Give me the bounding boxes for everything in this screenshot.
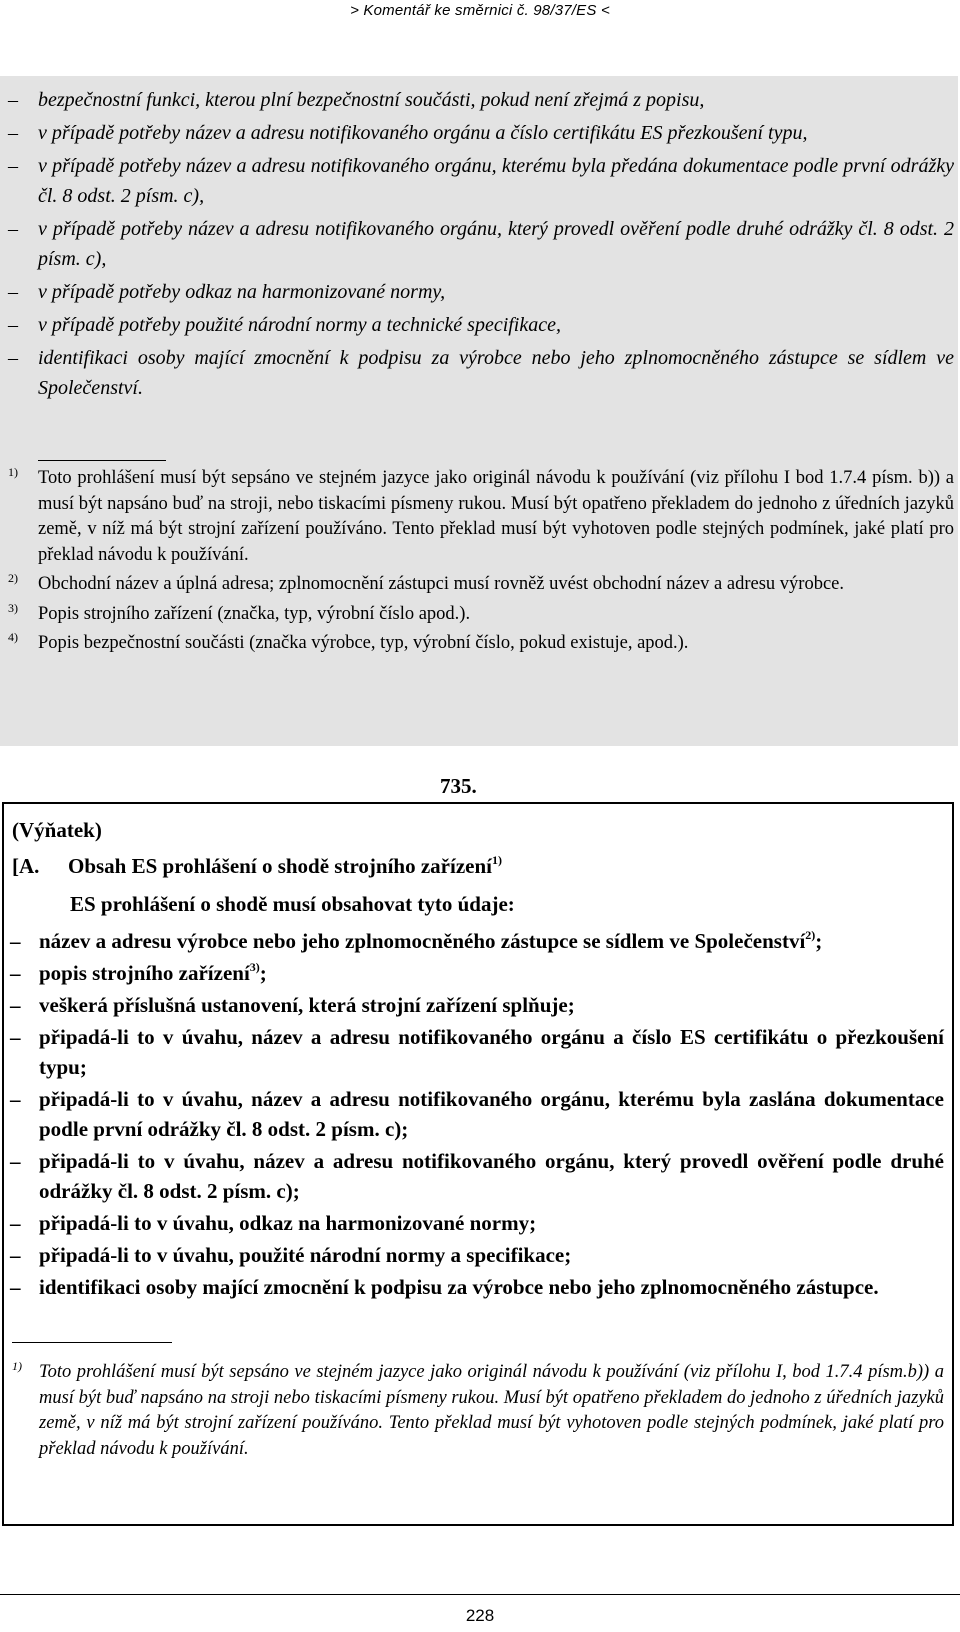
list-item-text: v případě potřeby odkaz na harmonizované normy, — [38, 281, 446, 303]
list-item — [4, 1022, 952, 1082]
footnote-ref: 1) — [491, 853, 502, 867]
dash-marker: – — [10, 1243, 21, 1267]
footnote-text: Obchodní název a úplná adresa; zplnomocnění zástupci musí rovněž uvést obchodní název a adresu výrobce. — [38, 574, 845, 594]
declaration-contents-list — [4, 926, 952, 1304]
dash-marker: – — [10, 1275, 21, 1299]
list-item — [4, 990, 952, 1020]
list-item-text: připadá-li to v úvahu, název a adresu notifikovaného orgánu, který provedl ověření podle druhé odrážky čl. 8 odst. 2 písm. c); — [39, 1149, 944, 1203]
section-title: Obsah ES prohlášení o shodě strojního zařízení — [68, 854, 492, 878]
dash-marker: – — [8, 281, 18, 303]
excerpt-box — [2, 802, 954, 1526]
footnote-ref: 3) — [249, 960, 260, 974]
list-item — [4, 1272, 952, 1302]
dash-marker: – — [8, 89, 18, 111]
footnote-number: 1) — [12, 1359, 22, 1373]
list-item-text: identifikaci osoby mající zmocnění k podpisu za výrobce nebo jeho zplnomocněného zástupce. — [39, 1275, 879, 1299]
dash-marker: – — [8, 155, 18, 177]
dash-marker: – — [10, 1149, 21, 1173]
footnote-number: 4) — [8, 630, 18, 644]
list-item-text: v případě potřeby název a adresu notifikovaného orgánu, kterému byla předána dokumentace podle první odrážky čl. 8 odst. 2 písm. c), — [38, 155, 954, 207]
list-item — [0, 310, 958, 340]
dash-marker: – — [10, 1087, 21, 1111]
list-item — [4, 1084, 952, 1144]
footnote-ref: 2) — [805, 928, 816, 942]
dash-marker: – — [10, 1025, 21, 1049]
list-item-text: připadá-li to v úvahu, název a adresu notifikovaného orgánu a číslo ES certifikátu o přezkoušení typu; — [39, 1025, 944, 1079]
page-footer-rule — [0, 1594, 960, 1595]
list-item-text: popis strojního zařízení$^{3)}$; — [39, 960, 267, 985]
footnote-text: Popis strojního zařízení (značka, typ, výrobní číslo apod.). — [38, 603, 471, 624]
list-item — [4, 1208, 952, 1238]
excerpt-label: (Výňatek) — [12, 818, 102, 842]
footnote — [4, 1360, 952, 1462]
list-item — [4, 926, 952, 956]
list-item-text: v případě potřeby název a adresu notifikovaného orgánu, který provedl ověření podle druhé odrážky čl. 8 odst. 2 písm. c), — [38, 218, 954, 270]
dash-marker: – — [10, 961, 21, 985]
footnote-number: 1) — [8, 465, 18, 479]
list-item — [4, 1240, 952, 1270]
list-item-text: připadá-li to v úvahu, odkaz na harmonizované normy; — [39, 1211, 537, 1235]
footnote-separator — [38, 460, 166, 461]
list-item-text: bezpečnostní funkci, kterou plní bezpečnostní součásti, pokud není zřejmá z popisu, — [38, 89, 705, 111]
list-item-text: připadá-li to v úvahu, název a adresu notifikovaného orgánu, kterému byla zaslána dokumentace podle první odrážky čl. 8 odst. 2 písm. c); — [39, 1087, 944, 1141]
dash-marker: – — [8, 122, 18, 144]
footnote-text: Toto prohlášení musí být sepsáno ve stejném jazyce jako originál návodu k používání (viz přílohu I bod 1.7.4 písm. b)) a musí být napsáno buď na stroji, nebo tiskacími písmeny rukou. Musí být opatřeno překladem do jednoho z úředních jazyků země, v níž má být strojní zařízení používáno. Tento překlad musí být vyhotoven podle stejných podmínek, jaké platí pro překlad návodu k používání. — [38, 468, 954, 565]
footnote — [0, 572, 958, 598]
dash-marker: – — [8, 347, 18, 369]
dash-marker: – — [10, 929, 21, 953]
list-item-text: veškerá příslušná ustanovení, která strojní zařízení splňuje; — [39, 993, 575, 1017]
list-item-text: v případě potřeby název a adresu notifikovaného orgánu a číslo certifikátu ES přezkoušení typu, — [38, 122, 808, 144]
footnote-number: 2) — [8, 571, 18, 585]
section-label: [A. — [12, 854, 40, 878]
requirements-list — [0, 85, 958, 406]
list-item — [0, 151, 958, 211]
section-number: 735. — [440, 774, 477, 798]
dash-marker: – — [8, 218, 18, 240]
list-item — [0, 85, 958, 115]
list-item-text: název a adresu výrobce nebo jeho zplnomocněného zástupce se sídlem ve Společenství$^{2)}$; — [39, 928, 823, 953]
footnote-text: Popis bezpečnostní součásti (značka výrobce, typ, výrobní číslo, pokud existuje, apod.). — [38, 633, 689, 653]
footnote — [0, 466, 958, 568]
list-item — [4, 1146, 952, 1206]
list-item — [0, 277, 958, 307]
section-heading — [12, 854, 502, 879]
list-item — [0, 343, 958, 403]
footnote-number: 3) — [8, 600, 18, 615]
footnote — [0, 602, 958, 628]
list-item-text: identifikaci osoby mající zmocnění k podpisu za výrobce nebo jeho zplnomocněného zástupce se sídlem ve Společenství. — [38, 347, 954, 399]
section-subtitle: ES prohlášení o shodě musí obsahovat tyto údaje: — [70, 892, 515, 916]
footnote-text: Toto prohlášení musí být sepsáno ve stejném jazyce jako originál návodu k používání (viz přílohu I, bod 1.7.4 písm.b)) a musí být buď napsáno na stroji nebo tiskacími písmeny rukou. Musí být opatřeno překladem do jednoho z úředních jazyků země, v níž má být strojní zařízení používáno. Tento překlad musí být vyhotoven podle stejných podmínek, jaké platí pro překlad návodu k používání. — [39, 1362, 944, 1459]
dash-marker: – — [8, 314, 18, 336]
footnotes — [0, 466, 958, 661]
footnote-separator — [12, 1342, 172, 1343]
dash-marker: – — [10, 1211, 21, 1235]
list-item-text: v případě potřeby použité národní normy a technické specifikace, — [38, 314, 561, 336]
list-item — [0, 118, 958, 148]
footnote — [0, 631, 958, 657]
page-number: 228 — [465, 1606, 495, 1625]
dash-marker: – — [10, 993, 21, 1017]
running-header: > Komentář ke směrnici č. 98/37/ES < — [350, 2, 610, 19]
list-item — [4, 958, 952, 988]
list-item-text: připadá-li to v úvahu, použité národní normy a specifikace; — [39, 1243, 572, 1267]
list-item — [0, 214, 958, 274]
